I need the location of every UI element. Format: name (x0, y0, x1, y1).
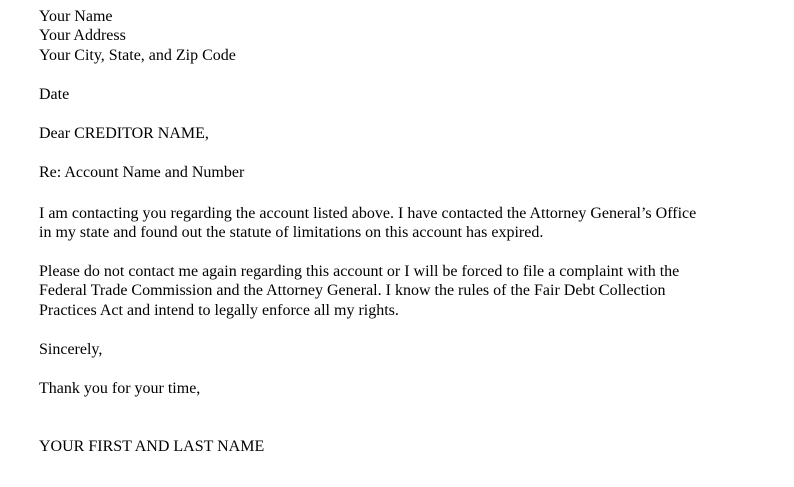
thanks-line: Thank you for your time, (39, 380, 201, 397)
reference-line: Re: Account Name and Number (39, 164, 245, 181)
paragraph-2-line-1: Please do not contact me again regarding this account or I will be forced to file a complaint with the (39, 263, 680, 280)
sender-address: Your Address (39, 27, 126, 44)
sender-name: Your Name (39, 8, 113, 25)
paragraph-2-line-3: Practices Act and intend to legally enforce all my rights. (39, 302, 399, 319)
paragraph-1-line-1: I am contacting you regarding the account listed above. I have contacted the Attorney General’s Office (39, 205, 697, 222)
paragraph-1-line-2: in my state and found out the statute of limitations on this account has expired. (39, 224, 544, 241)
letter-date: Date (39, 86, 70, 103)
signature-name: YOUR FIRST AND LAST NAME (39, 438, 265, 455)
paragraph-2-line-2: Federal Trade Commission and the Attorney General. I know the rules of the Fair Debt Collection (39, 282, 666, 299)
salutation: Dear CREDITOR NAME, (39, 125, 209, 142)
sender-city-state-zip: Your City, State, and Zip Code (39, 47, 236, 64)
closing: Sincerely, (39, 341, 103, 358)
